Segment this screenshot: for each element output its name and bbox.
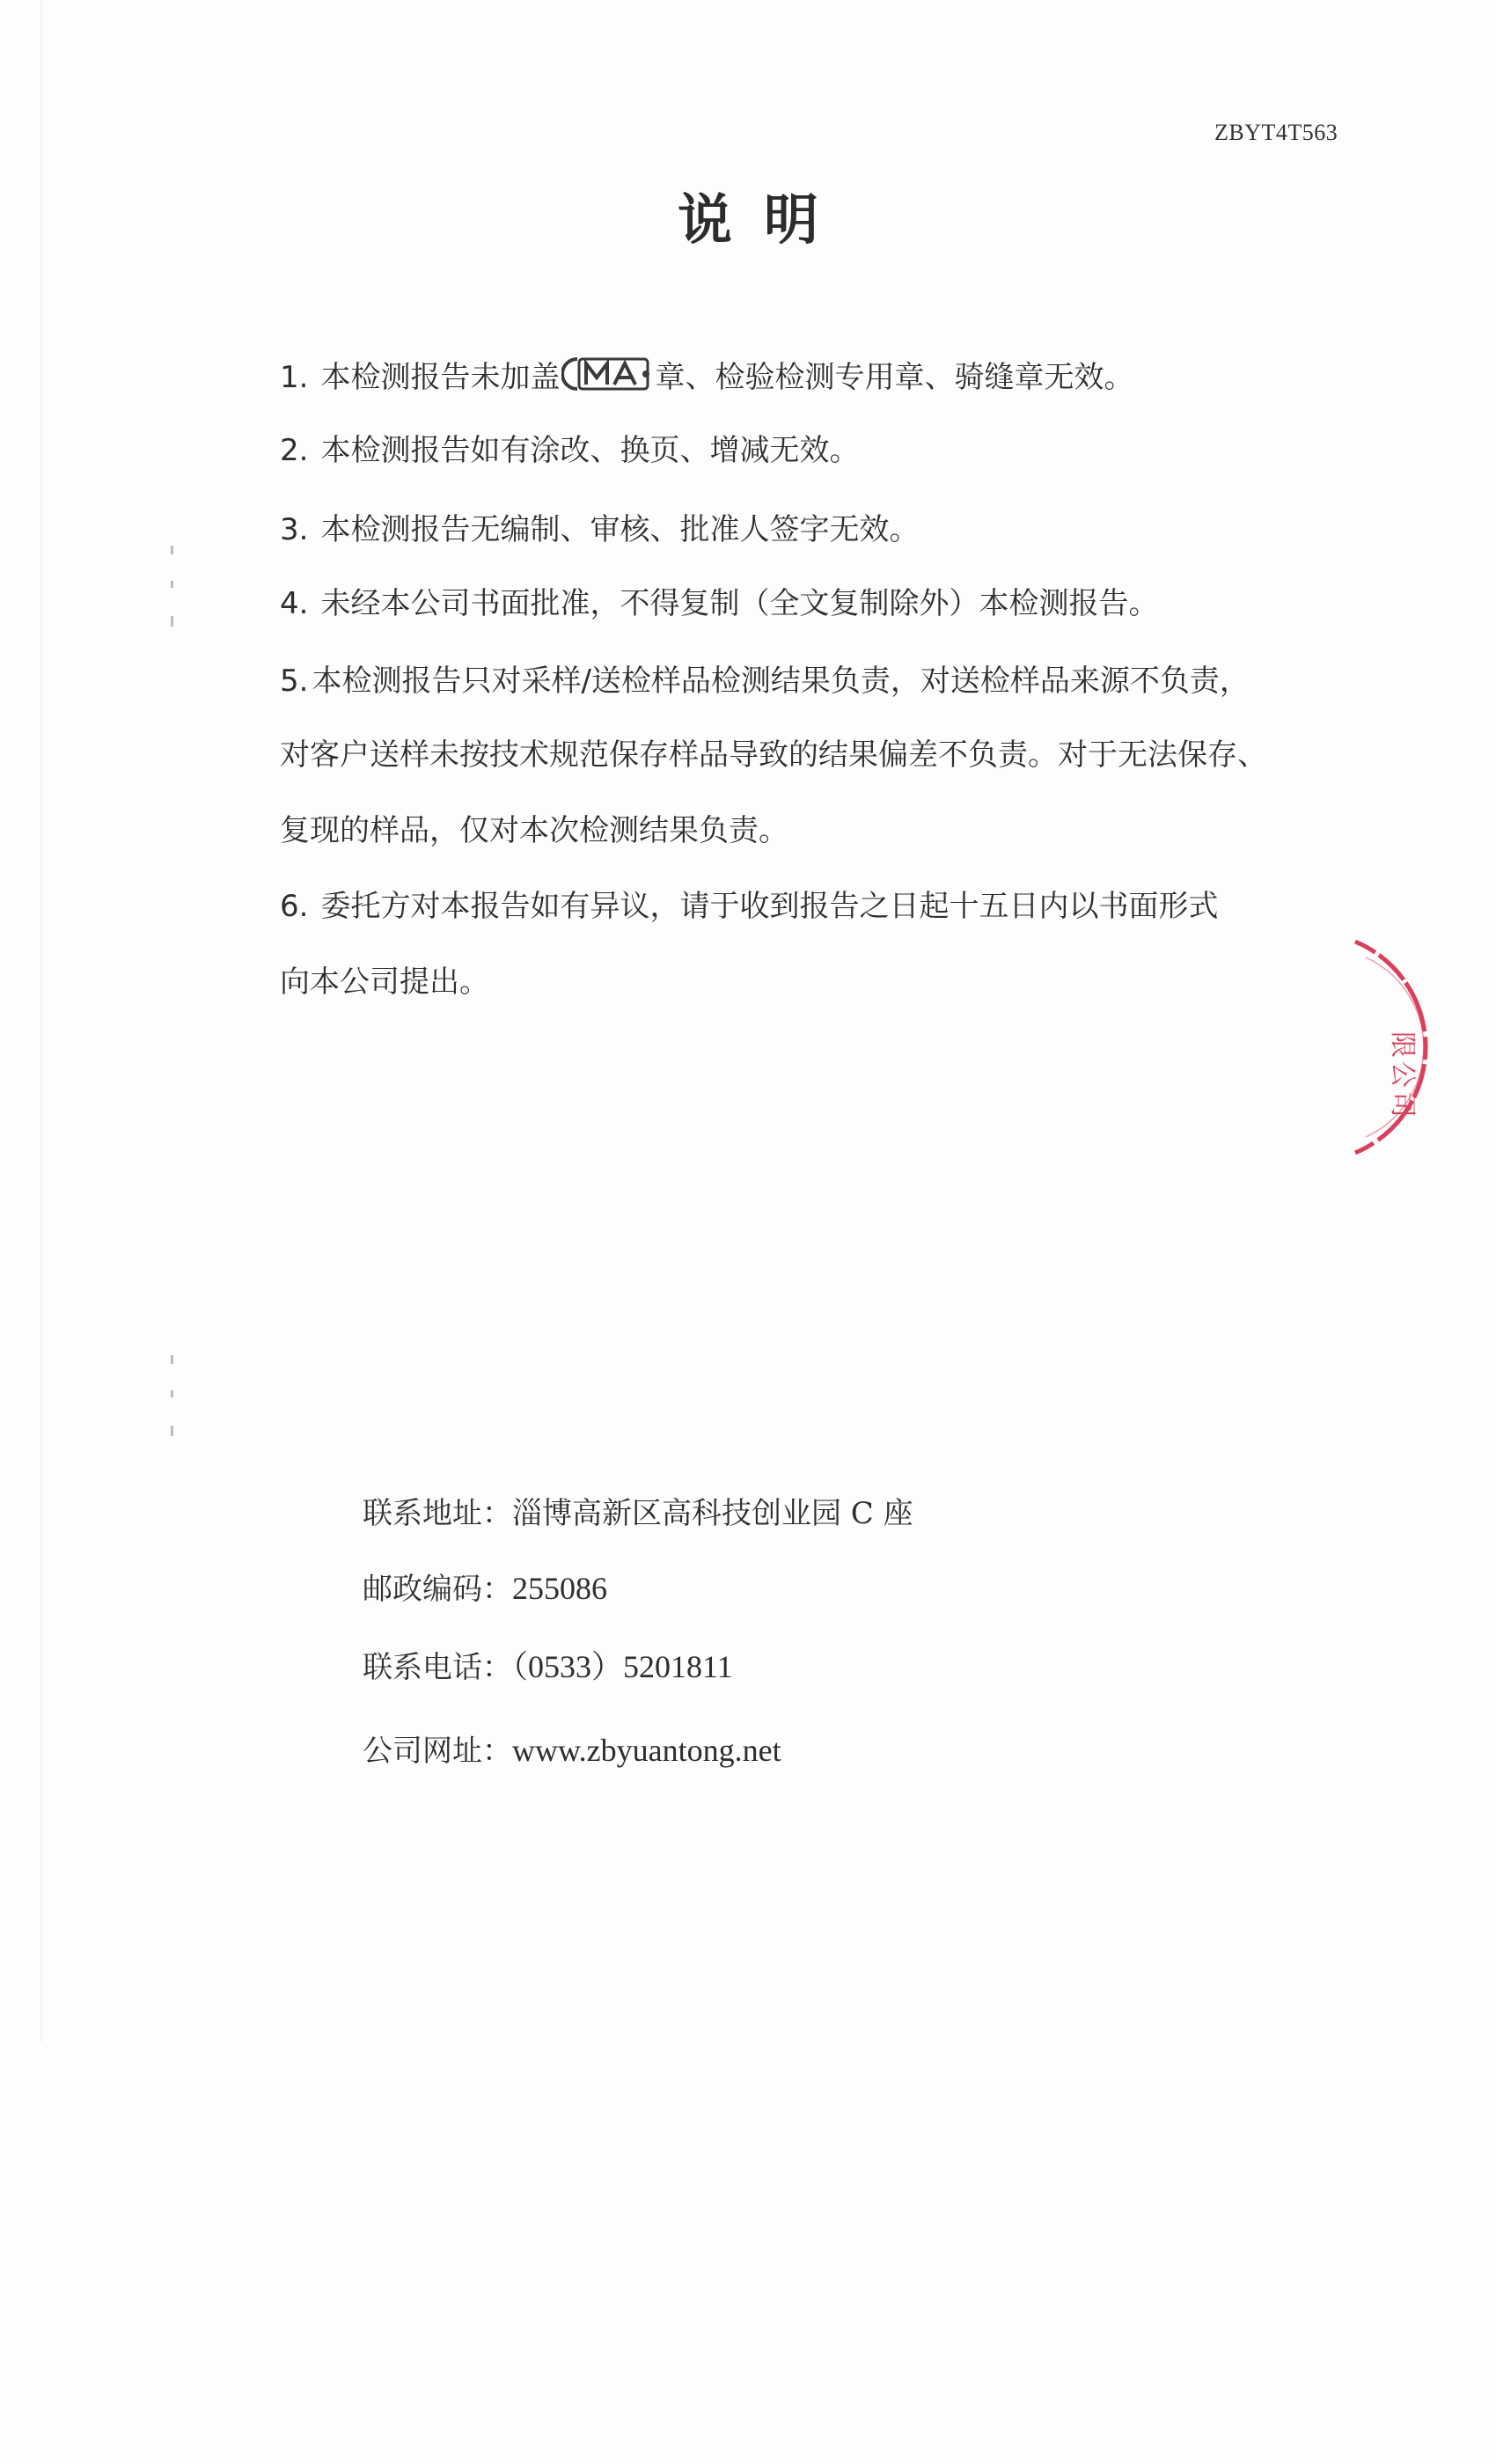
contact-address-value: 淄博高新区高科技创业园 C 座 [512,1496,913,1531]
contact-postcode-label: 邮政编码： [363,1572,512,1607]
binding-mark [171,581,173,588]
note-text-line: 向本公司提出。 [280,964,489,1000]
note-text: 本检测报告未加盖 [320,360,561,395]
note-text: 章、检验检测专用章、骑缝章无效。 [655,360,1134,395]
report-number: ZBYT4T563 [1214,120,1338,145]
note-item-3 [280,510,1415,549]
note-text-line: 委托方对本报告如有异议，请于收到报告之日起十五日内以书面形式 [320,889,1219,924]
contact-postcode [363,1565,607,1608]
contact-website-value[interactable]: www.zbyuantong.net [512,1733,781,1768]
note-number: 5. [280,664,309,699]
contact-address [363,1489,913,1532]
contact-website [363,1727,781,1770]
note-text-line: 复现的样品，仅对本次检测结果负责。 [280,813,788,848]
note-item-5-continued [280,811,1415,850]
company-seal [1294,915,1496,1179]
binding-mark [171,546,173,554]
contact-phone-label: 联系电话： [363,1650,512,1685]
note-text: 本检测报告如有涂改、换页、增减无效。 [320,433,860,468]
binding-mark [171,1390,173,1397]
contact-phone-value: （0533）5201811 [512,1649,733,1684]
binding-mark [171,616,173,627]
note-item-4 [280,584,1415,623]
note-item-6-continued [280,963,1415,1001]
note-item-1 [280,356,1415,397]
note-text: 本检测报告无编制、审核、批准人签字无效。 [320,512,920,547]
binding-mark [171,1355,173,1364]
note-item-5-continued [280,736,1415,774]
note-item-5 [280,662,1415,700]
note-text: 未经本公司书面批准，不得复制（全文复制除外）本检测报告。 [320,586,1159,621]
cma-mark-icon [561,356,653,392]
contact-website-label: 公司网址： [363,1734,512,1769]
page-title: 说明 [677,187,850,252]
note-item-6 [280,887,1415,926]
note-number: 3. [280,512,309,547]
contact-address-label: 联系地址： [363,1496,512,1531]
binding-mark [171,1426,173,1436]
note-number: 1. [280,360,309,395]
scan-edge-shadow [40,0,42,2042]
note-number: 2. [280,433,309,468]
contact-phone [363,1642,733,1687]
note-number: 4. [280,586,309,621]
note-text-line: 本检测报告只对采样/送检样品检测结果负责，对送检样品来源不负责， [312,664,1250,699]
note-text-line: 对客户送样未按技术规范保存样品导致的结果偏差不负责。对于无法保存、 [280,737,1267,773]
note-item-2 [280,431,1415,470]
note-number: 6. [280,889,309,924]
contact-postcode-value: 255086 [512,1571,607,1606]
seal-text: 限公司 [1387,1031,1418,1121]
